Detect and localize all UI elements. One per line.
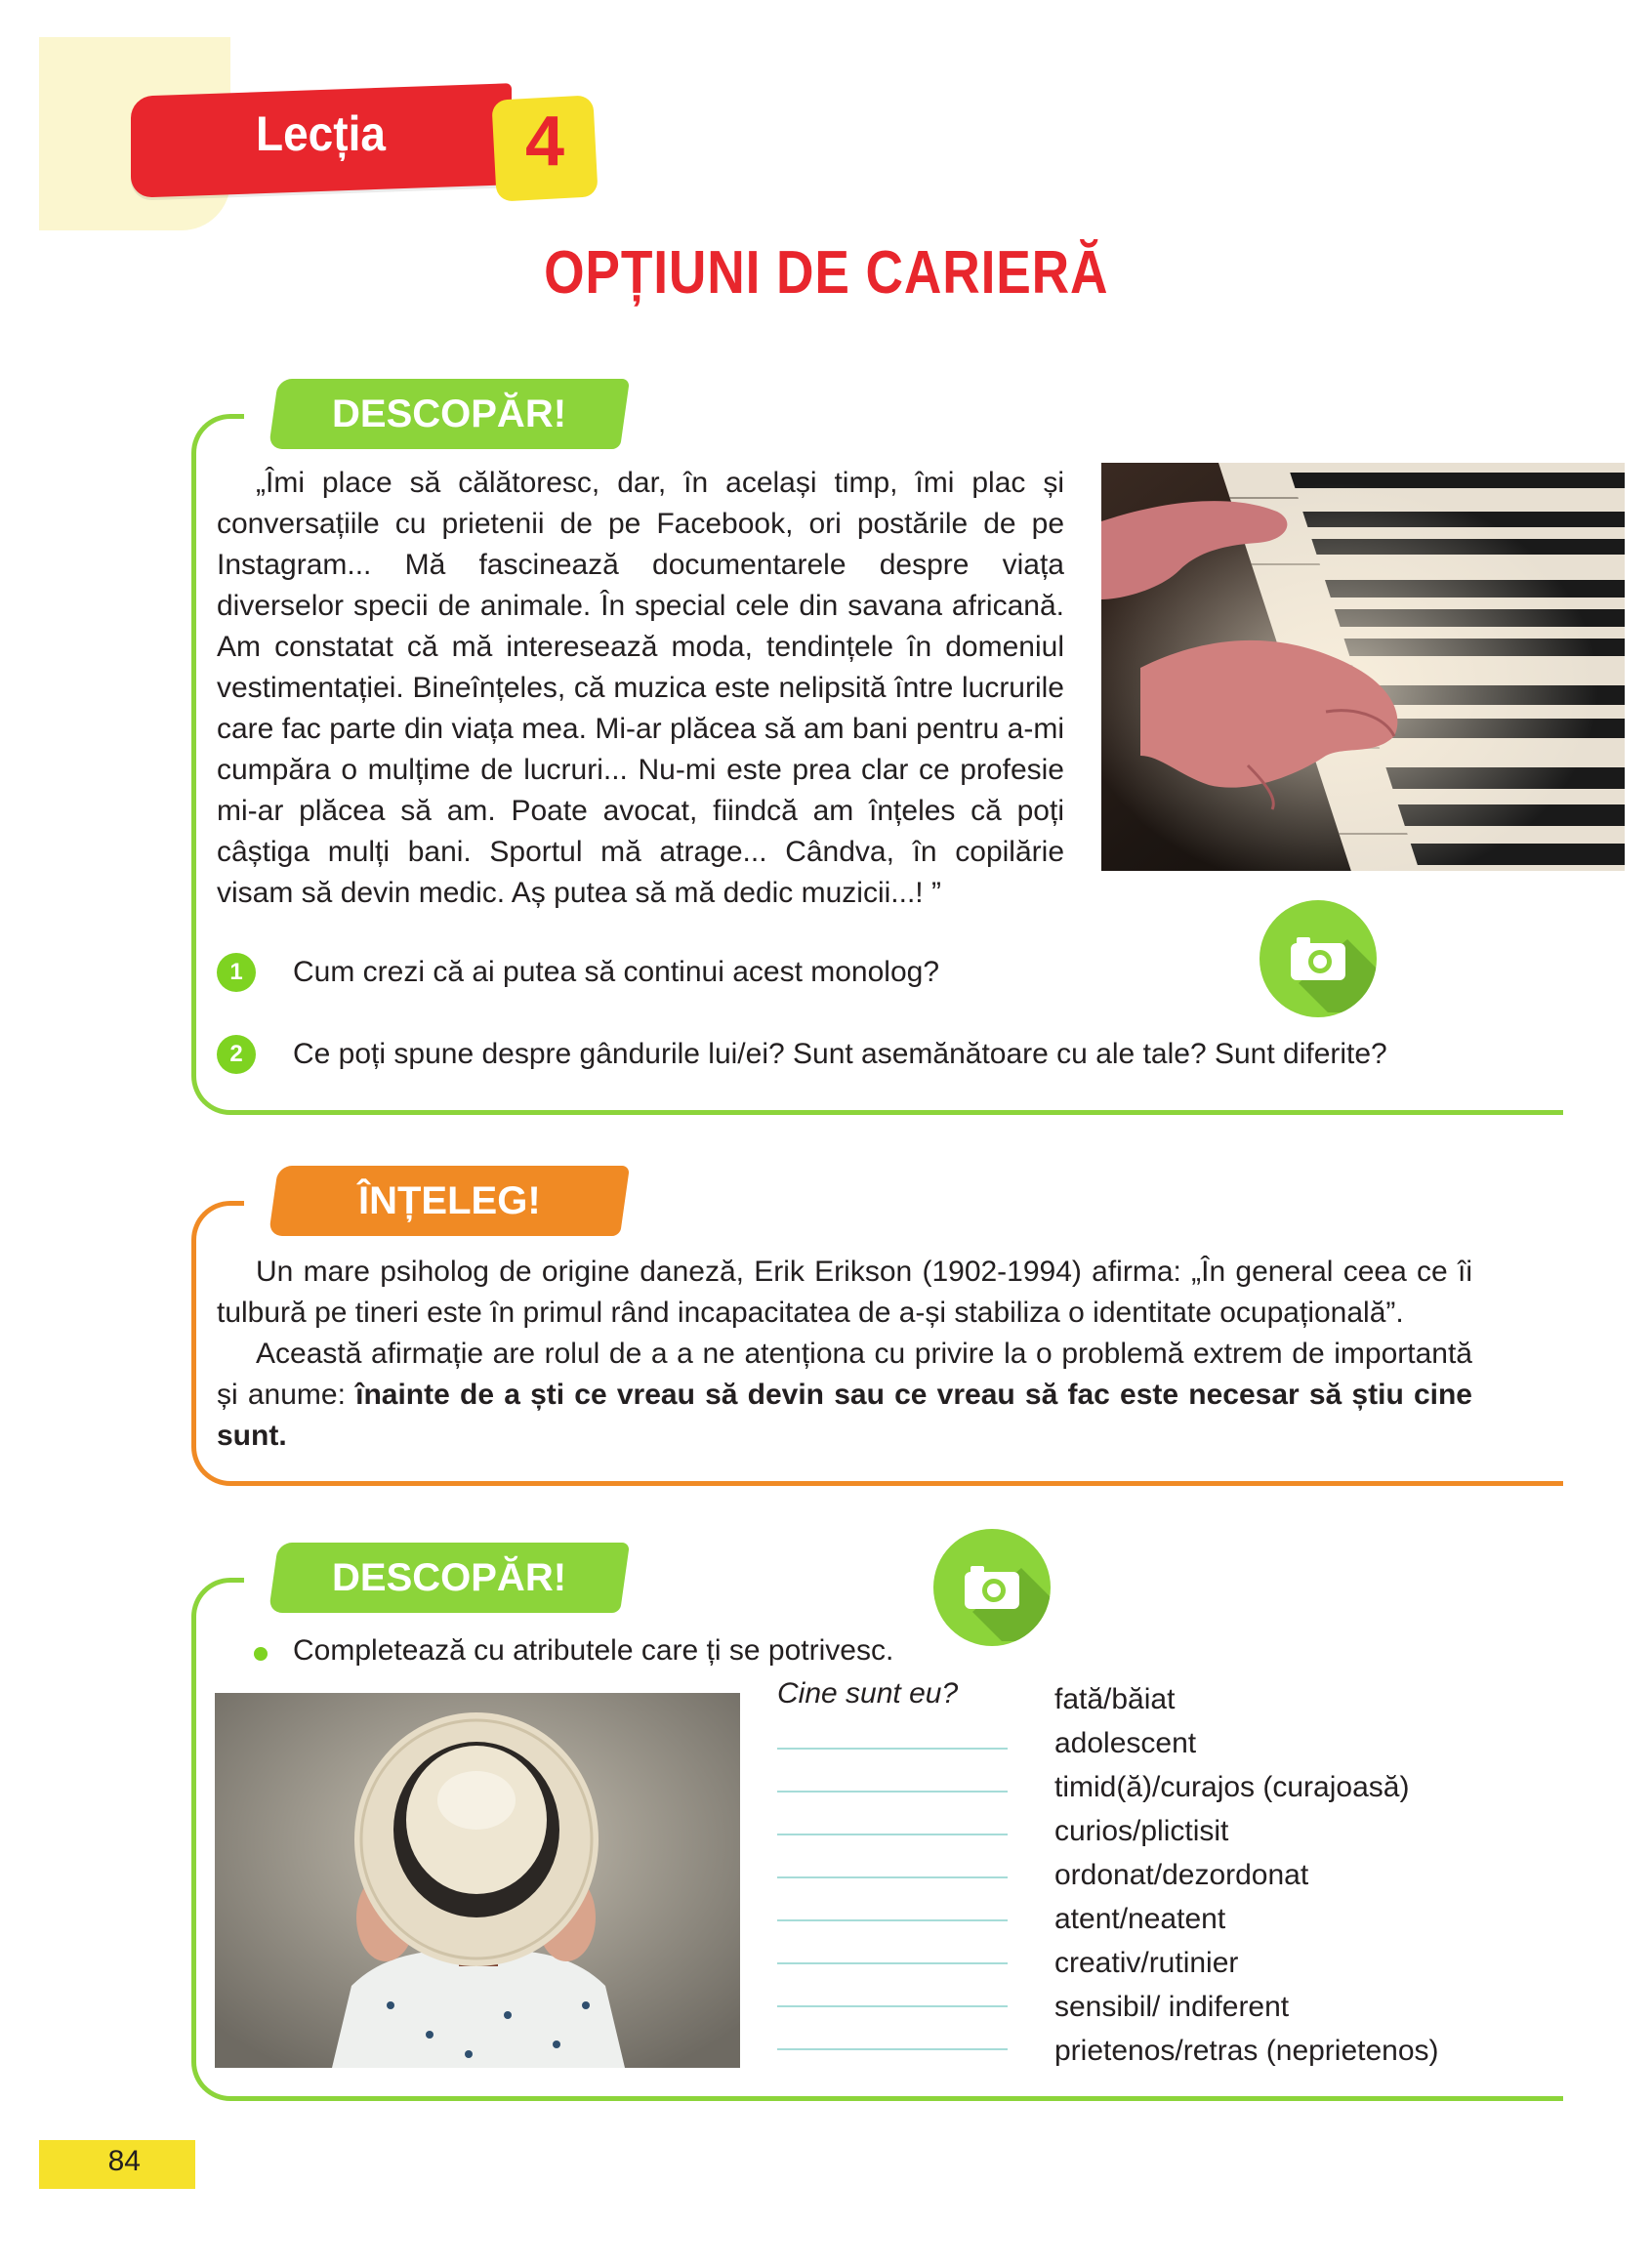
lesson-label: Lecția [256,106,386,161]
attribute-item: creativ/rutinier [1054,1947,1239,1979]
question-1: Cum crezi că ai putea să continui acest monolog? [293,956,940,988]
answer-line[interactable] [777,1962,1008,1964]
attributes-list [1054,1677,1439,2073]
attribute-item: sensibil/ indiferent [1054,1991,1290,2023]
hat-girl-photo [215,1693,740,2068]
inteleg-text [217,1252,1472,1457]
attribute-item: fată/băiat [1054,1683,1176,1715]
answer-line[interactable] [777,1748,1008,1750]
page-title: OPȚIUNI DE CARIERĂ [543,239,1109,307]
attribute-item: prietenos/retras (neprietenos) [1054,2035,1439,2067]
bullet [254,1647,268,1661]
instruction: Completează cu atributele care ți se potrivesc. [293,1634,894,1667]
page-number: 84 [107,2145,141,2177]
question-2: Ce poți spune despre gândurile lui/ei? Sunt asemănătoare cu ale tale? Sunt diferite? [293,1038,1387,1070]
monolog-paragraph: „Îmi place să călătoresc, dar, în același timp, îmi plac și conversațiile cu prietenii de pe Facebook, ori postările de pe Instagram... Mă fascinează documentarele despre viața diverselor specii de animale. În special cele din savana africană. Am constatat că mă interesează moda, tendințele în domeniul vestimentației. Bineînțeles, că muzica este nelipsită între lucrurile care fac parte din viața mea. Mi-ar plăcea să am bani pentru a-mi cumpăra o mulțime de lucruri... Nu-mi este prea clar ce profesie mi-ar plăcea să am. Poate avocat, fiindcă am înțeles că poți câștiga mulți bani. Sportul mă atrage... Cândva, în copilărie visam să devin medic. Aș putea să mă dedic muzicii...! ” [217,467,1064,909]
inteleg-paragraph-1: Un mare psiholog de origine daneză, Erik Erikson (1902-1994) afirma: „În general ceea ce îi tulbură pe tineri este în primul rând incapacitatea de a-și stabiliza o identitate ocupațională”. [217,1256,1472,1329]
tab-descopar-2: DESCOPĂR! [268,1543,630,1613]
question-number-1: 1 [217,953,256,992]
attribute-item: curios/plictisit [1054,1815,1229,1847]
attribute-item: atent/neatent [1054,1903,1226,1935]
inteleg-paragraph-2: Această afirmație are rolul de a a ne atenționa cu privire la o problemă extrem de importantă și anume: înainte de a ști ce vreau să devin sau ce vreau să fac este necesar să știu cine sunt. [217,1338,1472,1452]
answer-line[interactable] [777,1834,1008,1835]
answer-line[interactable] [777,2048,1008,2050]
frame-fade [879,1471,1562,1481]
attribute-item: adolescent [1054,1727,1197,1759]
tab-inteleg: ÎNȚELEG! [268,1166,630,1236]
who-am-i-heading: Cine sunt eu? [777,1677,959,1710]
tab-descopar-1: DESCOPĂR! [268,379,630,449]
frame-fade [879,2086,1562,2096]
answer-line[interactable] [777,1791,1008,1793]
camera-icon [1260,900,1377,1017]
answer-line[interactable] [777,2005,1008,2007]
lesson-number: 4 [524,103,565,181]
answer-line[interactable] [777,1876,1008,1878]
camera-icon [933,1529,1051,1646]
attribute-item: ordonat/dezordonat [1054,1859,1309,1891]
attribute-item: timid(ă)/curajos (curajoasă) [1054,1771,1410,1803]
piano-photo [1101,463,1625,871]
answer-line[interactable] [777,1919,1008,1921]
question-number-2: 2 [217,1035,256,1074]
frame-fade [879,1100,1562,1110]
